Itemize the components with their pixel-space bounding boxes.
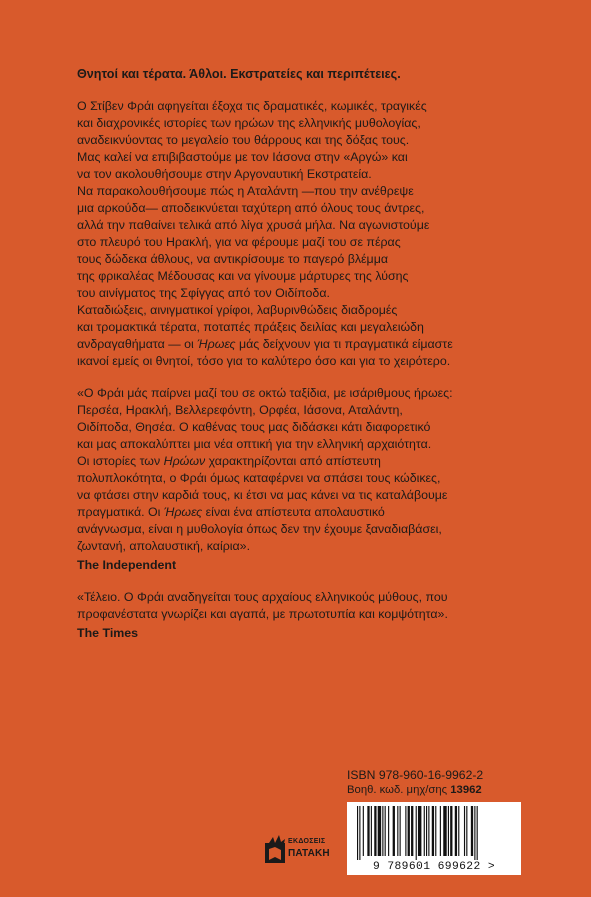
publisher-name-line1: ΕΚΔΟΣΕΙΣ bbox=[288, 838, 326, 845]
publisher-logo bbox=[264, 834, 330, 868]
intro-line: Μας καλεί να επιβιβαστούμε με τον Ιάσονα στην «Αργώ» και bbox=[77, 150, 408, 164]
publisher-name-line2: ΠΑΤΑΚΗ bbox=[288, 848, 330, 859]
quote1-line: να φτάσει στην καρδιά τους, κι έτσι να μας κάνει να τις καταλάβουμε bbox=[77, 488, 448, 502]
intro-line: να τον ακολουθήσουμε στην Αργοναυτική Εκστρατεία. bbox=[77, 167, 372, 181]
intro-line: Ο Στίβεν Φράι αφηγείται έξοχα τις δραματικές, κωμικές, τραγικές bbox=[77, 99, 427, 113]
machine-code-label: Βοηθ. κωδ. μηχ/σης bbox=[347, 784, 451, 796]
headline: Θνητοί και τέρατα. Άθλοι. Εκστρατείες και περιπέτειες. bbox=[77, 67, 401, 81]
intro-line: στο πλευρό του Ηρακλή, για να φέρουμε μαζί του σε πέρας bbox=[77, 235, 401, 249]
intro-line: Καταδιώξεις, αινιγματικοί γρίφοι, λαβυρινθώδεις διαδρομές bbox=[77, 303, 398, 317]
intro-paragraph bbox=[77, 98, 517, 370]
quote1-line: Περσέα, Ηρακλή, Βελλερεφόντη, Ορφέα, Ιάσονα, Αταλάντη, bbox=[77, 403, 403, 417]
intro-line: Να παρακολουθήσουμε πώς η Αταλάντη —που την ανέθρεψε bbox=[77, 184, 414, 198]
barcode-bars bbox=[347, 802, 521, 862]
intro-line: της φρικαλέας Μέδουσας και να γίνουμε μάρτυρες της λύσης bbox=[77, 269, 409, 283]
quote2-line: «Τέλειο. Ο Φράι αναδηγείται τους αρχαίους ελληνικούς μύθους, που bbox=[77, 590, 448, 604]
quote-times bbox=[77, 589, 517, 642]
quote1-line: ανάγνωσμα, είναι η μυθολογία όπως δεν την έχουμε ξαναδιαβάσει, bbox=[77, 522, 442, 536]
quote1-line: «Ο Φράι μάς παίρνει μαζί του σε οκτώ ταξίδια, με ισάριθμους ήρωες: bbox=[77, 386, 453, 400]
intro-line: αλλά την παθαίνει τελικά από λίγα χρυσά μήλα. Να αγωνιστούμε bbox=[77, 218, 430, 232]
machine-code-value: 13962 bbox=[450, 784, 482, 796]
quote-source-times: The Times bbox=[77, 626, 139, 640]
back-cover-text bbox=[77, 66, 517, 657]
quote1-line: και μας αποκαλύπτει μια νέα οπτική για την ελληνική αρχαιότητα. bbox=[77, 437, 432, 451]
intro-line: μια αρκούδα— αποδεικνύεται ταχύτερη από όλους τους άντρες, bbox=[77, 201, 425, 215]
isbn-text: ISBN 978-960-16-9962-2 bbox=[347, 768, 484, 782]
quote1-line: Οι ιστορίες των Ηρώων χαρακτηρίζονται από απίστευτη bbox=[77, 454, 381, 468]
quote2-line: προφανέστατα γνωρίζει και αγαπά, με πρωτοτυπία και κομψότητα». bbox=[77, 607, 448, 621]
intro-line: τους δώδεκα άθλους, να αντικρίσουμε το παγερό βλέμμα bbox=[77, 252, 388, 266]
machine-code-text bbox=[347, 783, 521, 798]
intro-line: αναδεικνύοντας το μεγαλείο του θάρρους και της δόξας τους. bbox=[77, 133, 410, 147]
intro-line: και διαχρονικές ιστορίες των ηρώων της ελληνικής μυθολογίας, bbox=[77, 116, 421, 130]
quote1-line: Οιδίποδα, Θησέα. Ο καθένας τους μας διδάσκει κάτι διαφορετικό bbox=[77, 420, 431, 434]
intro-line: ικανοί εμείς οι θνητοί, τόσο για το καλύτερο όσο και για το χειρότερο. bbox=[77, 354, 451, 368]
barcode-area bbox=[347, 767, 521, 875]
quote-source-independent: The Independent bbox=[77, 558, 177, 572]
intro-line: του αινίγματος της Σφίγγας από τον Οιδίποδα. bbox=[77, 286, 330, 300]
intro-line: ανδραγαθήματα — οι Ήρωες μάς δείχνουν για τι πραγματικά είμαστε bbox=[77, 337, 453, 351]
publisher-logo-icon bbox=[264, 834, 288, 864]
barcode bbox=[347, 802, 521, 875]
quote1-line: πραγματικά. Οι Ήρωες είναι ένα απίστευτα απολαυστικό bbox=[77, 505, 385, 519]
barcode-digits: 9 789601 699622 > bbox=[372, 861, 496, 873]
quote-independent bbox=[77, 385, 517, 574]
quote1-line: ζωντανή, απολαυστική, καίρια». bbox=[77, 539, 251, 553]
quote1-line: πολυπλοκότητα, ο Φράι όμως καταφέρνει να σπάσει τους κώδικες, bbox=[77, 471, 441, 485]
intro-line: και τρομακτικά τέρατα, ποταπές πράξεις δειλίας και μεγαλειώδη bbox=[77, 320, 424, 334]
